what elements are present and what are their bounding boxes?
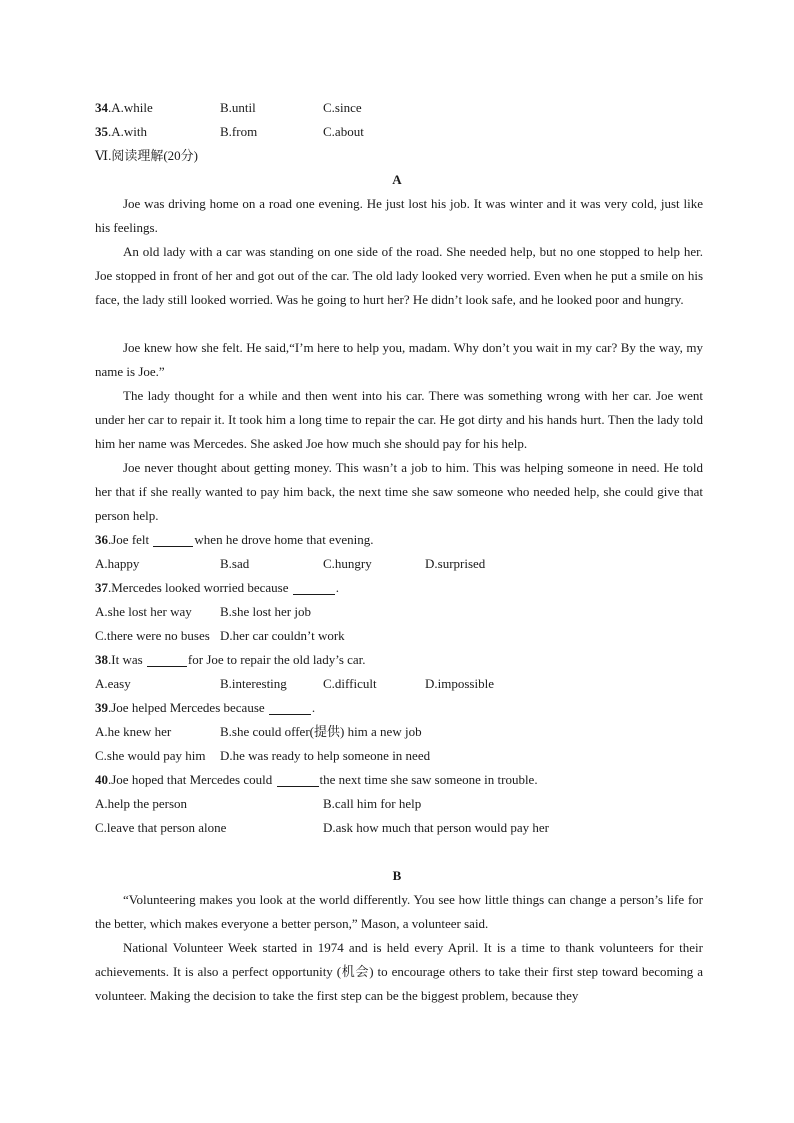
option-b: B.call him for help: [323, 796, 422, 811]
option-b: B.sad: [220, 556, 250, 571]
option-a: A.he knew her: [95, 724, 172, 739]
option-d: D.impossible: [425, 676, 494, 691]
option-b: B.until: [220, 100, 256, 115]
passage-a-paragraph-4: The lady thought for a while and then went into his car. There was something wrong with her car. Joe went under her car to repair it. It took him a long time to repair the car. He got dirty and his hands hurt. Then the lady told him her name was Mercedes. She asked Joe how much she should pay for his help.: [95, 388, 703, 451]
option-a: A.she lost her way: [95, 604, 192, 619]
question-36-options: [95, 552, 705, 576]
passage-a-paragraph-3: Joe knew how she felt. He said,“I’m here to help you, madam. Why don’t you wait in my car? By the way, my name is Joe.”: [95, 340, 703, 379]
passage-a-paragraph-1: Joe was driving home on a road one evening. He just lost his job. It was winter and it was very cold, just like his feelings.: [95, 196, 703, 235]
passage-a-paragraph-2: An old lady with a car was standing on one side of the road. She needed help, but no one stopped to help her. Joe stopped in front of her and got out of the car. The old lady looked very worried. Even when he put a smile on his face, the lady still looked worried. Was he going to hurt her? He didn’t look safe, and he looked poor and hungry.: [95, 244, 703, 307]
question-number: 40: [95, 772, 108, 787]
question-number: 36: [95, 532, 108, 547]
option-c: C.leave that person alone: [95, 820, 227, 835]
answer-blank: [277, 772, 319, 787]
question-37-options-row-2: [95, 624, 705, 648]
option-b: B.she lost her job: [220, 604, 311, 619]
option-c: C.she would pay him: [95, 748, 206, 763]
section-title: Ⅵ.阅读理解(20分): [95, 148, 198, 163]
option-c: C.about: [323, 124, 364, 139]
question-38-options: [95, 672, 705, 696]
question-39-stem: 39.Joe helped Mercedes because .: [95, 700, 316, 715]
answer-blank: [147, 652, 187, 667]
question-39-options-row-2: [95, 744, 705, 768]
answer-blank: [269, 700, 311, 715]
option-b: B.she could offer(提供) him a new job: [220, 724, 422, 739]
passage-a-heading: A: [392, 172, 402, 187]
option-b: B.from: [220, 124, 258, 139]
option-d: D.he was ready to help someone in need: [220, 748, 431, 763]
option-c: C.there were no buses: [95, 628, 210, 643]
option-a: .A.while: [108, 100, 153, 115]
question-number: 38: [95, 652, 108, 667]
question-38-stem: 38.It was for Joe to repair the old lady’s car.: [95, 652, 366, 667]
question-number: 39: [95, 700, 108, 715]
question-40-stem: 40.Joe hoped that Mercedes could the next time she saw someone in trouble.: [95, 772, 538, 787]
option-b: B.interesting: [220, 676, 287, 691]
answer-blank: [153, 532, 193, 547]
question-number: 34: [95, 100, 108, 115]
question-40-options-row-1: [95, 792, 705, 816]
question-number: 37: [95, 580, 108, 595]
question-34: [95, 96, 705, 120]
option-d: D.surprised: [425, 556, 486, 571]
passage-b-paragraph-2: National Volunteer Week started in 1974 and is held every April. It is a time to thank volunteers for their achievements. It is also a perfect opportunity (机会) to encourage others to take their first step toward becoming a volunteer. Making the decision to take the first step can be the biggest problem, because they: [95, 940, 703, 1003]
option-d: D.ask how much that person would pay her: [323, 820, 550, 835]
option-d: D.her car couldn’t work: [220, 628, 345, 643]
passage-b-paragraph-1: “Volunteering makes you look at the world differently. You see how little things can change a person’s life for the better, which makes everyone a better person,” Mason, a volunteer said.: [95, 892, 703, 931]
passage-a-paragraph-5: Joe never thought about getting money. This wasn’t a job to him. This was helping someone in need. He told her that if she really wanted to pay him back, the next time she saw someone who needed help, she could give that person help.: [95, 460, 703, 523]
option-a: A.easy: [95, 676, 131, 691]
question-37-options-row-1: [95, 600, 705, 624]
passage-b-heading: B: [392, 868, 402, 883]
question-36-stem: 36.Joe felt when he drove home that evening.: [95, 532, 374, 547]
option-c: C.hungry: [323, 556, 372, 571]
option-a: .A.with: [108, 124, 147, 139]
answer-blank: [293, 580, 335, 595]
question-number: 35: [95, 124, 108, 139]
question-37-stem: 37.Mercedes looked worried because .: [95, 580, 339, 595]
question-40-options-row-2: [95, 816, 705, 840]
question-35: [95, 120, 705, 144]
option-a: A.help the person: [95, 796, 188, 811]
question-39-options-row-1: [95, 720, 705, 744]
option-c: C.difficult: [323, 676, 377, 691]
option-a: A.happy: [95, 556, 140, 571]
option-c: C.since: [323, 100, 362, 115]
